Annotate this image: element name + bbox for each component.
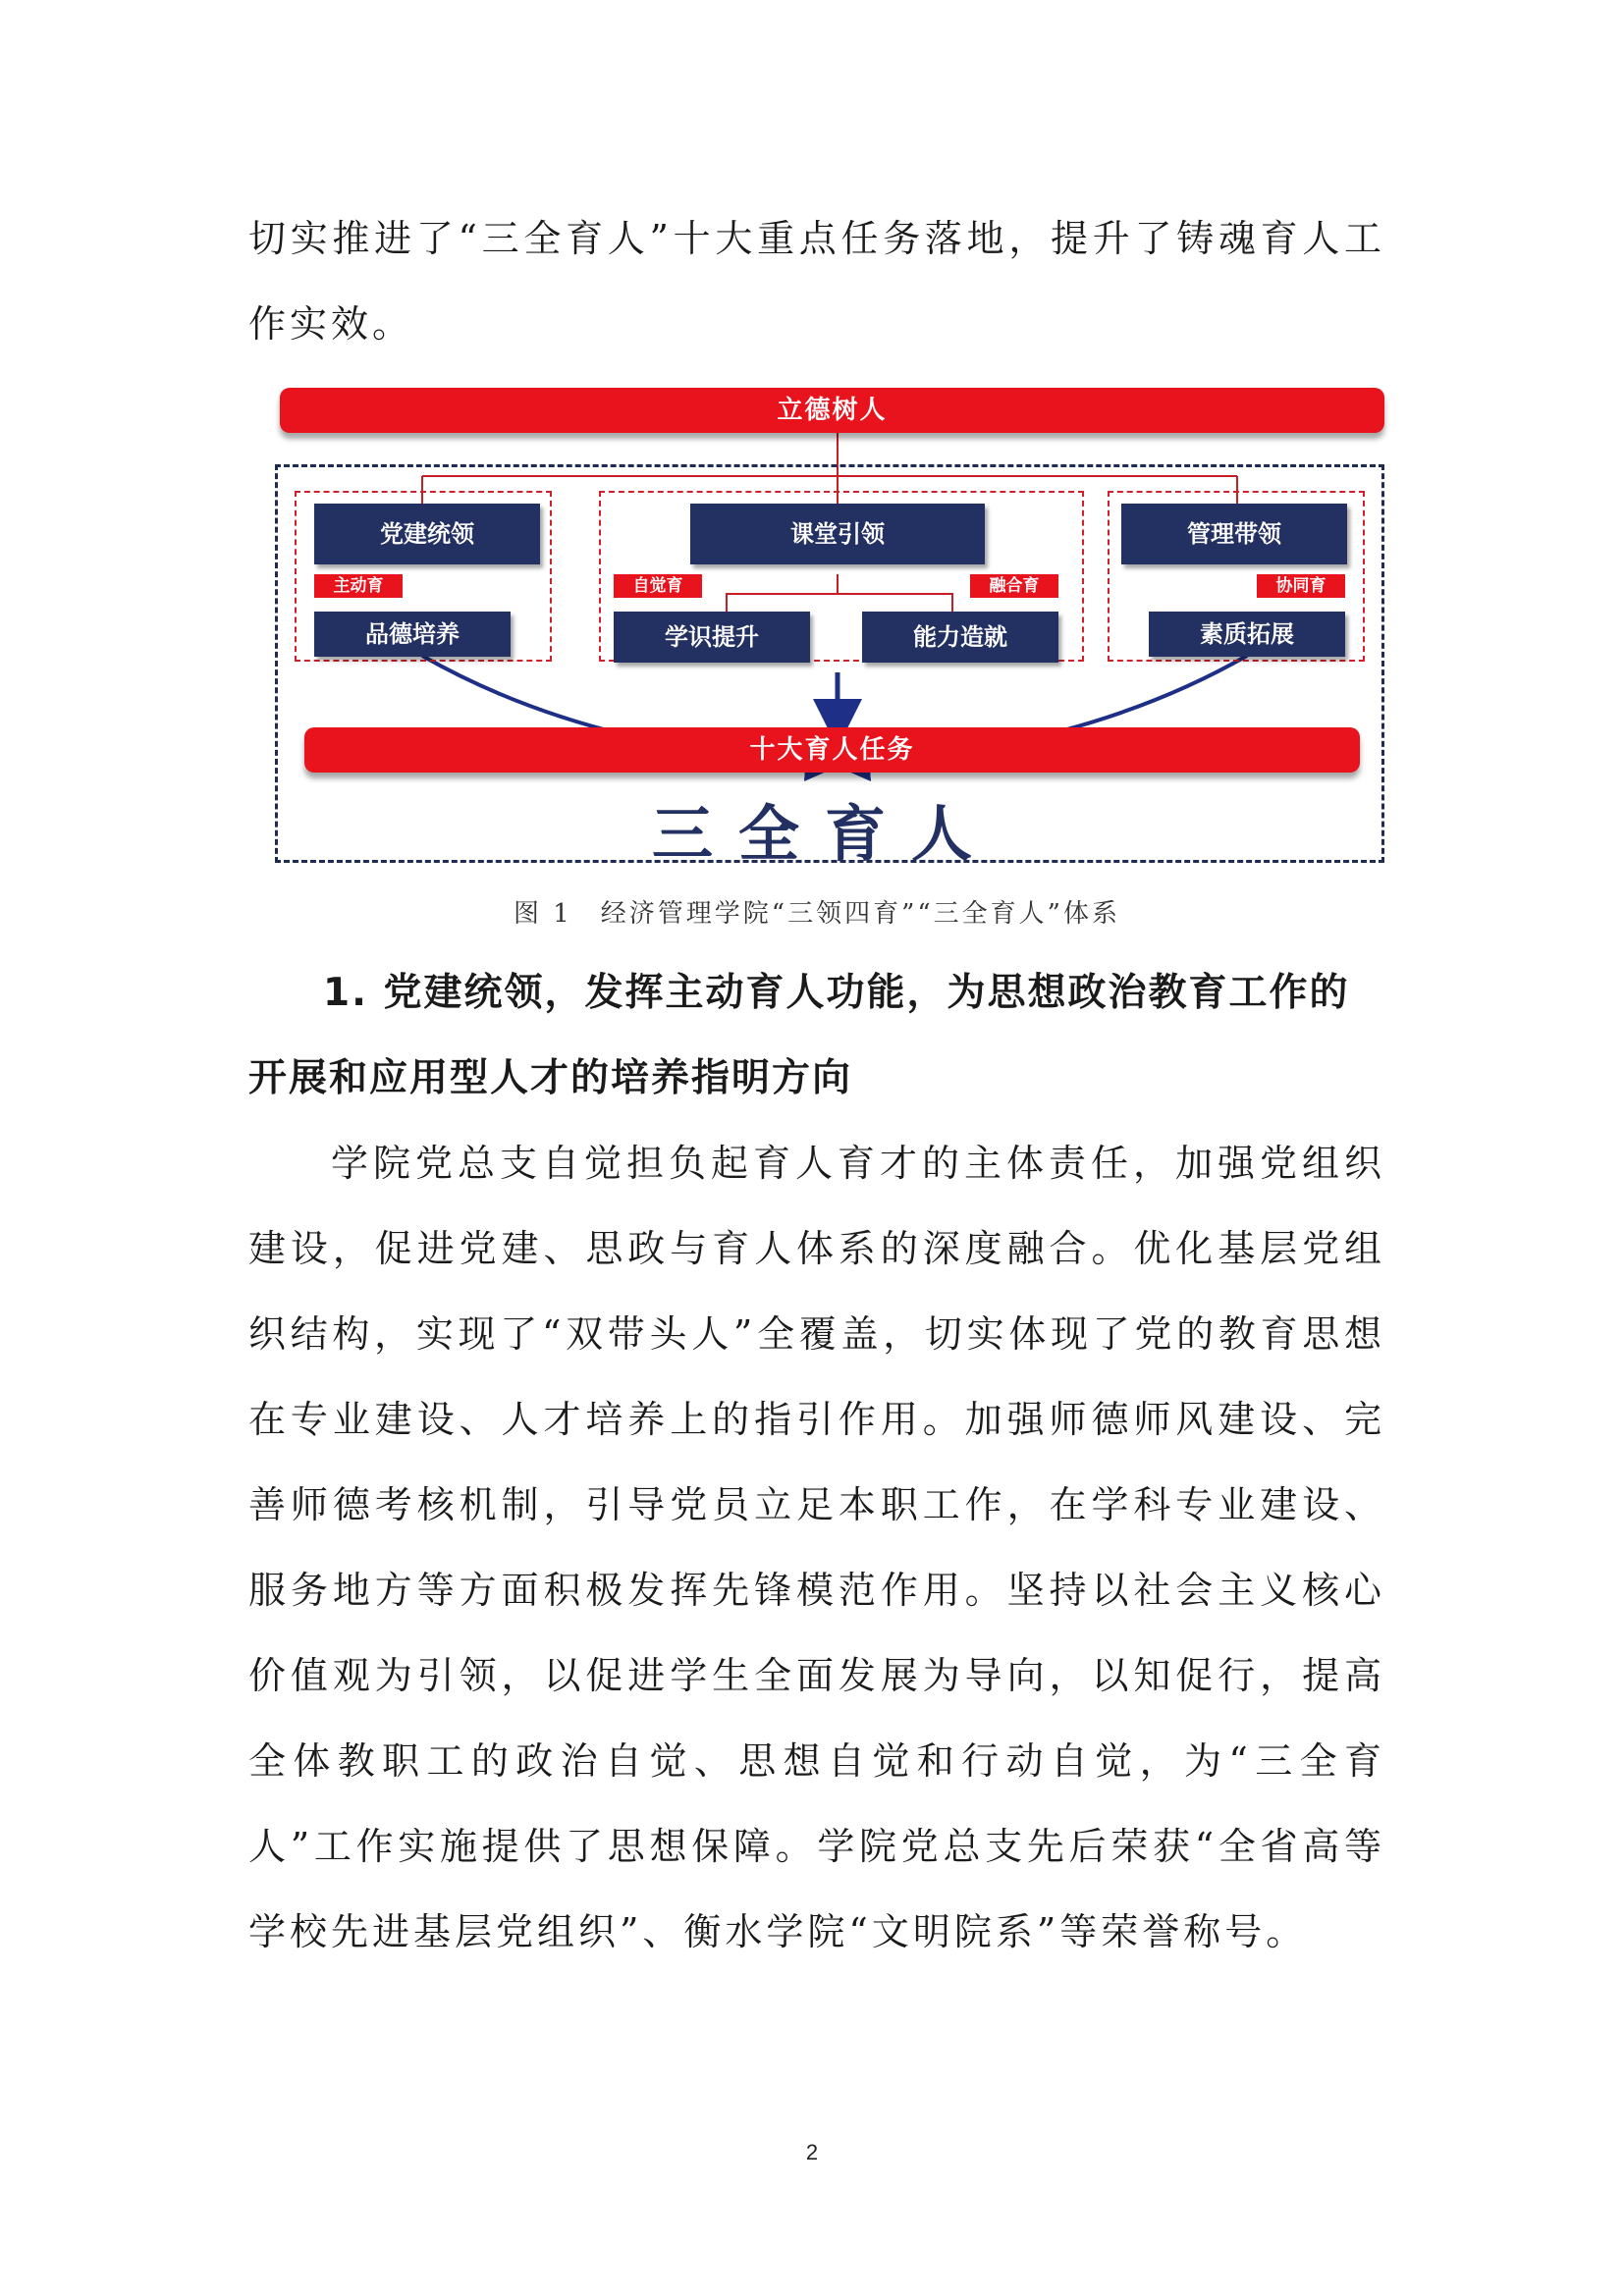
col-right-tag: 协同育 — [1257, 574, 1345, 598]
col-mid-title: 课堂引领 — [690, 504, 985, 564]
intro-paragraph: 切实推进了“三全育人”十大重点任务落地，提升了铸魂育人工作实效。 — [248, 217, 1385, 346]
col-mid-sub-right: 能力造就 — [862, 612, 1058, 663]
col-right-sub: 素质拓展 — [1149, 612, 1345, 657]
bottom-bar-ten-tasks: 十大育人任务 — [304, 727, 1360, 773]
col-mid-tag-left: 自觉育 — [614, 574, 702, 598]
page-number: 2 — [805, 2140, 819, 2164]
section-1-paragraph: 学院党总支自觉担负起育人育才的主体责任，加强党组织建设，促进党建、思政与育人体系的深度融合。优化基层党组织结构，实现了“双带头人”全覆盖，切实体现了党的教育思想在专业建设、人才培养上的指引作用。加强师德师风建设、完善师德考核机制，引导党员立足本职工作，在学科专业建设、服务地方等方面积极发挥先锋模范作用。坚持以社会主义核心价值观为引领，以促进学生全面发展为导向，以知促行，提高全体教职工的政治自觉、思想自觉和行动自觉，为“三全育人”工作实施提供了思想保障。学院党总支先后荣获“全省高等学校先进基层党组织”、衡水学院“文明院系”等荣誉称号。 — [248, 1142, 1385, 1953]
section-heading-1: 1. 党建统领，发挥主动育人功能，为思想政治教育工作的开展和应用型人才的培养指明方向 — [248, 971, 1350, 1100]
big-title-sanquan-yuren: 三全育人 — [651, 798, 998, 870]
col-right-title: 管理带领 — [1121, 504, 1347, 564]
col-left-sub: 品德培养 — [314, 612, 511, 657]
top-bar-lide-shuren: 立德树人 — [280, 388, 1384, 433]
col-mid-sub-left: 学识提升 — [614, 612, 810, 663]
col-mid-tag-right: 融合育 — [970, 574, 1058, 598]
col-left-title: 党建统领 — [314, 504, 540, 564]
three-full-education-diagram — [265, 378, 1384, 869]
col-left-tag: 主动育 — [314, 574, 403, 598]
figure-caption: 图 1 经济管理学院“三领四育”“三全育人”体系 — [514, 899, 1120, 929]
